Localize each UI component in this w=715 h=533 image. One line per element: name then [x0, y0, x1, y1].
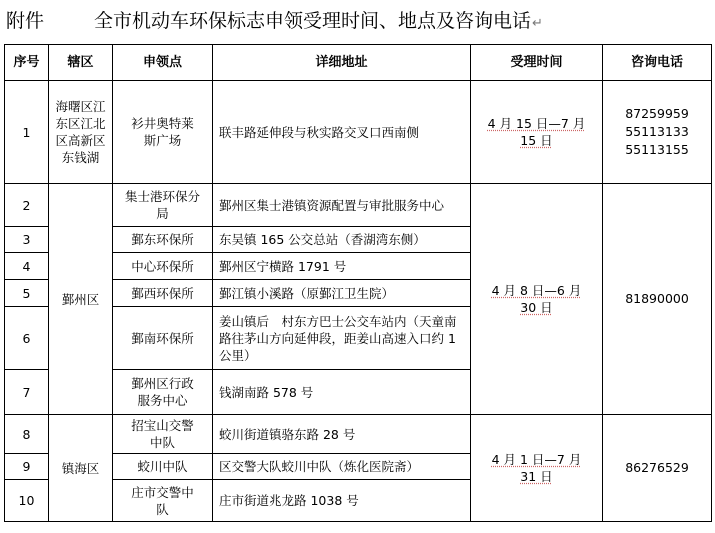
address-cell: 钱湖南路 578 号 [213, 370, 471, 415]
address-cell: 庄市街道兆龙路 1038 号 [213, 480, 471, 522]
header-cell: 申领点 [113, 45, 213, 81]
address-cell: 东吴镇 165 公交总站（香湖湾东侧） [213, 227, 471, 253]
place-cell: 集士港环保分局 [113, 184, 213, 227]
time-cell: 4 月 1 日—7 月 31 日 [471, 415, 603, 522]
info-table [4, 44, 712, 522]
time-cell: 4 月 8 日—6 月 30 日 [471, 184, 603, 415]
row-number: 8 [5, 415, 49, 454]
header-cell: 序号 [5, 45, 49, 81]
document-title [6, 6, 711, 36]
row-number: 6 [5, 307, 49, 370]
address-cell: 鄞江镇小溪路（原鄞江卫生院） [213, 280, 471, 307]
address-cell: 区交警大队蛟川中队（炼化医院斋） [213, 454, 471, 480]
row-number: 1 [5, 81, 49, 184]
phone-cell [603, 184, 712, 415]
place-cell: 蛟川中队 [113, 454, 213, 480]
address-cell: 鄞州区集士港镇资源配置与审批服务中心 [213, 184, 471, 227]
place-cell: 庄市交警中队 [113, 480, 213, 522]
row-number: 2 [5, 184, 49, 227]
place-cell: 鄞东环保所 [113, 227, 213, 253]
address-cell: 鄞州区宁横路 1791 号 [213, 253, 471, 280]
phone-number: 86276529 [625, 460, 689, 475]
row-number: 10 [5, 480, 49, 522]
row-number: 9 [5, 454, 49, 480]
district-cell: 海曙区江东区江北区高新区东钱湖 [49, 81, 113, 184]
phone-number: 55113133 [625, 124, 689, 139]
time-cell: 4 月 15 日—7 月 15 日 [471, 81, 603, 184]
paragraph-mark-icon: ↵ [532, 16, 543, 31]
row-number: 4 [5, 253, 49, 280]
phone-number: 55113155 [625, 142, 689, 157]
phone-cell [603, 415, 712, 522]
row-number: 7 [5, 370, 49, 415]
place-cell: 鄞南环保所 [113, 307, 213, 370]
header-cell: 咨询电话 [603, 45, 712, 81]
address-cell: 蛟川街道镇骆东路 28 号 [213, 415, 471, 454]
address-cell: 联丰路延伸段与秋实路交叉口西南侧 [213, 81, 471, 184]
place-cell: 鄞州区行政服务中心 [113, 370, 213, 415]
phone-number: 81890000 [625, 291, 689, 306]
address-cell: 姜山镇后 村东方巴士公交车站内（天童南路往茅山方向延伸段，距姜山高速入口约 1 公里） [213, 307, 471, 370]
row-number: 5 [5, 280, 49, 307]
district-cell: 鄞州区 [49, 184, 113, 415]
header-cell: 详细地址 [213, 45, 471, 81]
header-cell: 受理时间 [471, 45, 603, 81]
table-header-row [5, 45, 712, 81]
table-row [5, 184, 712, 227]
header-cell: 辖区 [49, 45, 113, 81]
district-cell: 镇海区 [49, 415, 113, 522]
place-cell: 衫井奥特莱斯广场 [113, 81, 213, 184]
phone-number: 87259959 [625, 106, 689, 121]
title-text: 全市机动车环保标志申领受理时间、地点及咨询电话 [94, 10, 532, 32]
place-cell: 中心环保所 [113, 253, 213, 280]
annex-label: 附件 [6, 10, 45, 32]
table-row [5, 415, 712, 454]
row-number: 3 [5, 227, 49, 253]
place-cell: 鄞西环保所 [113, 280, 213, 307]
phone-cell [603, 81, 712, 184]
place-cell: 招宝山交警中队 [113, 415, 213, 454]
table-row [5, 81, 712, 184]
